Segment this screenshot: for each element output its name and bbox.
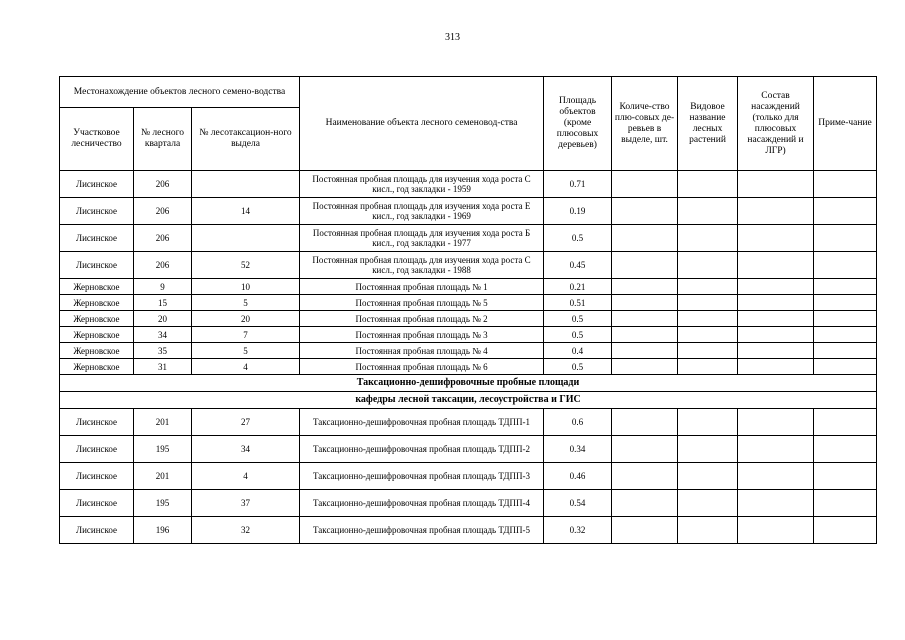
cell-allotment: 10	[192, 279, 300, 295]
table-row	[60, 279, 877, 295]
cell-tree-count	[612, 198, 678, 225]
cell-note	[814, 463, 877, 490]
section-title-line-1: Таксационно-дешифровочные пробные площади	[60, 375, 877, 392]
cell-object-name: Постоянная пробная площадь для изучения хода роста Б кисл., год закладки - 1977	[300, 225, 544, 252]
cell-quarter: 31	[134, 359, 192, 375]
cell-composition	[738, 311, 814, 327]
cell-tree-count	[612, 409, 678, 436]
cell-note	[814, 343, 877, 359]
cell-allotment: 5	[192, 295, 300, 311]
cell-district: Лисинское	[60, 463, 134, 490]
cell-note	[814, 279, 877, 295]
cell-district: Лисинское	[60, 171, 134, 198]
header-quarter: № лесного квартала	[134, 108, 192, 171]
cell-note	[814, 225, 877, 252]
cell-object-name: Постоянная пробная площадь № 1	[300, 279, 544, 295]
cell-object-name: Таксационно-дешифровочная пробная площадь ТДПП-3	[300, 463, 544, 490]
cell-composition	[738, 279, 814, 295]
cell-composition	[738, 409, 814, 436]
cell-allotment: 4	[192, 359, 300, 375]
section-title-line-2: кафедры лесной таксации, лесоустройства и ГИС	[60, 392, 877, 409]
cell-object-name: Постоянная пробная площадь № 2	[300, 311, 544, 327]
cell-allotment: 52	[192, 252, 300, 279]
table-header	[60, 77, 877, 171]
header-composition: Состав насаждений (только для плюсовых насаждений и ЛГР)	[738, 77, 814, 171]
cell-district: Лисинское	[60, 490, 134, 517]
cell-tree-count	[612, 490, 678, 517]
page-number: 313	[445, 32, 460, 43]
cell-species	[678, 409, 738, 436]
cell-object-name: Таксационно-дешифровочная пробная площадь ТДПП-1	[300, 409, 544, 436]
cell-area: 0.5	[544, 327, 612, 343]
cell-composition	[738, 463, 814, 490]
cell-area: 0.4	[544, 343, 612, 359]
cell-composition	[738, 252, 814, 279]
cell-composition	[738, 327, 814, 343]
cell-note	[814, 517, 877, 544]
cell-object-name: Таксационно-дешифровочная пробная площадь ТДПП-4	[300, 490, 544, 517]
cell-object-name: Постоянная пробная площадь № 3	[300, 327, 544, 343]
table-row	[60, 225, 877, 252]
cell-allotment: 34	[192, 436, 300, 463]
cell-district: Жерновское	[60, 343, 134, 359]
cell-quarter: 206	[134, 225, 192, 252]
cell-quarter: 206	[134, 171, 192, 198]
cell-note	[814, 327, 877, 343]
cell-district: Жерновское	[60, 359, 134, 375]
cell-tree-count	[612, 359, 678, 375]
cell-note	[814, 252, 877, 279]
cell-allotment: 14	[192, 198, 300, 225]
cell-quarter: 201	[134, 463, 192, 490]
cell-tree-count	[612, 311, 678, 327]
cell-tree-count	[612, 295, 678, 311]
table-row	[60, 198, 877, 225]
cell-tree-count	[612, 327, 678, 343]
cell-note	[814, 409, 877, 436]
cell-tree-count	[612, 171, 678, 198]
cell-quarter: 196	[134, 517, 192, 544]
cell-area: 0.54	[544, 490, 612, 517]
cell-allotment: 7	[192, 327, 300, 343]
cell-object-name: Таксационно-дешифровочная пробная площадь ТДПП-2	[300, 436, 544, 463]
cell-object-name: Таксационно-дешифровочная пробная площадь ТДПП-5	[300, 517, 544, 544]
cell-species	[678, 171, 738, 198]
cell-area: 0.21	[544, 279, 612, 295]
forest-seed-objects-table	[59, 76, 877, 544]
cell-tree-count	[612, 252, 678, 279]
header-allotment: № лесотаксацион-ного выдела	[192, 108, 300, 171]
cell-area: 0.5	[544, 359, 612, 375]
cell-note	[814, 359, 877, 375]
cell-district: Лисинское	[60, 225, 134, 252]
cell-district: Жерновское	[60, 295, 134, 311]
cell-district: Жерновское	[60, 311, 134, 327]
cell-composition	[738, 490, 814, 517]
cell-species	[678, 359, 738, 375]
table-row	[60, 311, 877, 327]
cell-species	[678, 279, 738, 295]
cell-quarter: 15	[134, 295, 192, 311]
cell-district: Лисинское	[60, 252, 134, 279]
cell-species	[678, 436, 738, 463]
cell-note	[814, 436, 877, 463]
cell-composition	[738, 171, 814, 198]
cell-species	[678, 225, 738, 252]
cell-area: 0.6	[544, 409, 612, 436]
section-heading	[60, 375, 877, 409]
cell-area: 0.46	[544, 463, 612, 490]
cell-species	[678, 198, 738, 225]
cell-district: Лисинское	[60, 198, 134, 225]
cell-note	[814, 490, 877, 517]
table-row	[60, 436, 877, 463]
cell-district: Жерновское	[60, 279, 134, 295]
cell-area: 0.32	[544, 517, 612, 544]
table-row	[60, 343, 877, 359]
cell-district: Лисинское	[60, 436, 134, 463]
table-row	[60, 409, 877, 436]
cell-tree-count	[612, 463, 678, 490]
cell-quarter: 9	[134, 279, 192, 295]
cell-quarter: 206	[134, 198, 192, 225]
cell-allotment: 4	[192, 463, 300, 490]
header-location-group: Местонахождение объектов лесного семено-водства	[60, 77, 300, 108]
cell-composition	[738, 225, 814, 252]
cell-species	[678, 463, 738, 490]
cell-note	[814, 198, 877, 225]
permanent-plots-group	[60, 171, 877, 375]
cell-allotment: 32	[192, 517, 300, 544]
cell-tree-count	[612, 343, 678, 359]
taxation-plots-group	[60, 409, 877, 544]
cell-quarter: 20	[134, 311, 192, 327]
cell-allotment: 27	[192, 409, 300, 436]
cell-tree-count	[612, 225, 678, 252]
table-row	[60, 295, 877, 311]
cell-object-name: Постоянная пробная площадь № 6	[300, 359, 544, 375]
table-row	[60, 517, 877, 544]
cell-object-name: Постоянная пробная площадь для изучения хода роста С кисл., год закладки - 1959	[300, 171, 544, 198]
cell-composition	[738, 436, 814, 463]
header-species: Видовое название лесных растений	[678, 77, 738, 171]
cell-allotment: 20	[192, 311, 300, 327]
cell-tree-count	[612, 517, 678, 544]
cell-district: Жерновское	[60, 327, 134, 343]
cell-note	[814, 295, 877, 311]
cell-quarter: 195	[134, 436, 192, 463]
cell-object-name: Постоянная пробная площадь для изучения хода роста Е кисл., год закладки - 1969	[300, 198, 544, 225]
cell-area: 0.45	[544, 252, 612, 279]
table-row	[60, 463, 877, 490]
cell-note	[814, 311, 877, 327]
cell-area: 0.5	[544, 225, 612, 252]
header-area: Площадь объектов (кроме плюсовых деревьев)	[544, 77, 612, 171]
header-object-name: Наименование объекта лесного семеновод-ства	[300, 77, 544, 171]
cell-area: 0.51	[544, 295, 612, 311]
cell-allotment	[192, 171, 300, 198]
table-row	[60, 171, 877, 198]
cell-quarter: 34	[134, 327, 192, 343]
cell-district: Лисинское	[60, 409, 134, 436]
cell-composition	[738, 359, 814, 375]
cell-composition	[738, 198, 814, 225]
table-row	[60, 252, 877, 279]
cell-tree-count	[612, 279, 678, 295]
cell-species	[678, 295, 738, 311]
header-tree-count: Количе-ство плю-совых де-ревьев в выделе, шт.	[612, 77, 678, 171]
header-district: Участковое лесничество	[60, 108, 134, 171]
cell-object-name: Постоянная пробная площадь № 4	[300, 343, 544, 359]
cell-composition	[738, 517, 814, 544]
cell-allotment: 5	[192, 343, 300, 359]
cell-allotment: 37	[192, 490, 300, 517]
cell-quarter: 195	[134, 490, 192, 517]
cell-quarter: 35	[134, 343, 192, 359]
cell-species	[678, 343, 738, 359]
cell-quarter: 201	[134, 409, 192, 436]
cell-tree-count	[612, 436, 678, 463]
cell-species	[678, 327, 738, 343]
cell-object-name: Постоянная пробная площадь № 5	[300, 295, 544, 311]
cell-note	[814, 171, 877, 198]
cell-quarter: 206	[134, 252, 192, 279]
cell-area: 0.19	[544, 198, 612, 225]
table-row	[60, 490, 877, 517]
cell-district: Лисинское	[60, 517, 134, 544]
table-row	[60, 327, 877, 343]
cell-allotment	[192, 225, 300, 252]
cell-species	[678, 311, 738, 327]
cell-area: 0.5	[544, 311, 612, 327]
cell-composition	[738, 295, 814, 311]
header-note: Приме-чание	[814, 77, 877, 171]
cell-area: 0.71	[544, 171, 612, 198]
cell-area: 0.34	[544, 436, 612, 463]
cell-species	[678, 252, 738, 279]
cell-species	[678, 490, 738, 517]
table-row	[60, 359, 877, 375]
cell-species	[678, 517, 738, 544]
cell-composition	[738, 343, 814, 359]
cell-object-name: Постоянная пробная площадь для изучения хода роста С кисл., год закладки - 1988	[300, 252, 544, 279]
